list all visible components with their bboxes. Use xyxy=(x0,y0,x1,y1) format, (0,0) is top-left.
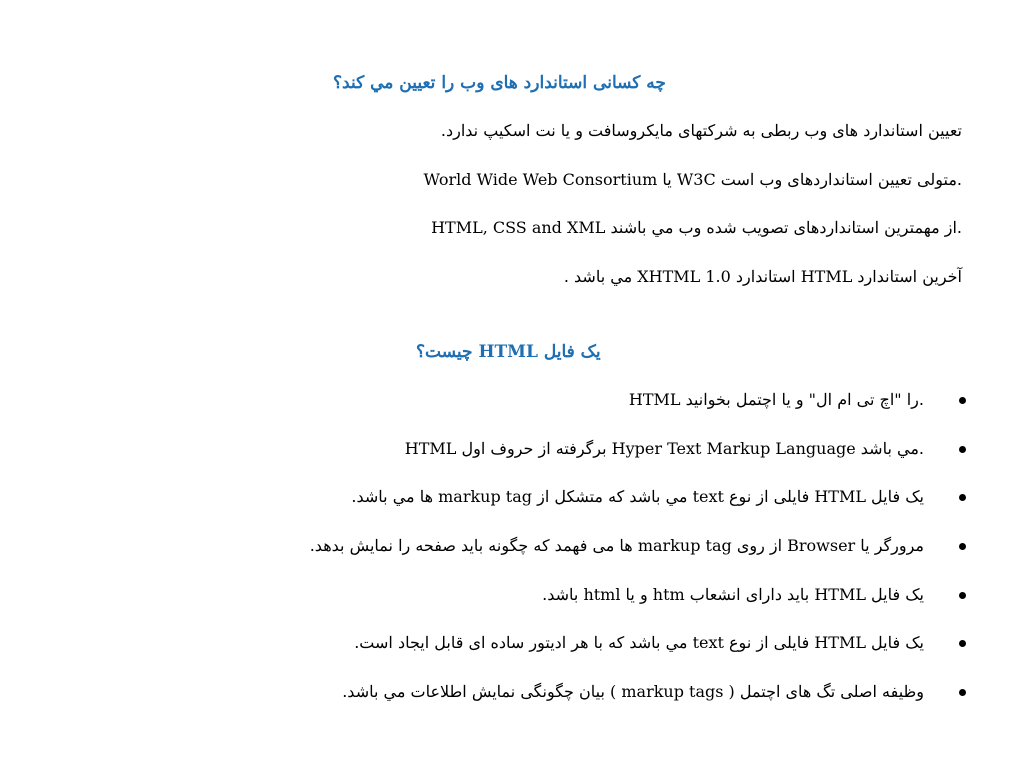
bullet-dot xyxy=(959,592,966,599)
list-item: یک فایل HTML فایلی از نوع text مي باشد که با هر ادیتور ساده ای قابل ایجاد است. xyxy=(354,633,924,652)
bullet-dot xyxy=(959,494,966,501)
bullet-dot xyxy=(959,397,966,404)
section-heading-what-is-html: یک فایل HTML چیست؟ xyxy=(416,342,601,362)
list-item: وظیفه اصلی تگ های اچتمل ( markup tags ) بیان چگونگی نمایش اطلاعات مي باشد. xyxy=(342,682,924,701)
bullet-dot xyxy=(959,446,966,453)
paragraph-line-1: تعیین استاندارد های وب ربطی به شرکتهای مایکروسافت و یا نت اسکیپ ندارد. xyxy=(440,121,962,140)
paragraph-line-2: World Wide Web Consortium یا W3C متولی تعیین استانداردهای وب است. xyxy=(423,170,962,189)
list-item: یک فایل HTML فایلی از نوع text مي باشد که متشکل از markup tag ها مي باشد. xyxy=(351,487,924,506)
bullet-dot xyxy=(959,640,966,647)
paragraph-line-4: آخرین استاندارد HTML استاندارد XHTML 1.0 مي باشد . xyxy=(563,267,962,286)
bullet-dot xyxy=(959,689,966,696)
list-item: یک فایل HTML باید دارای انشعاب htm و یا html باشد. xyxy=(542,585,924,604)
list-item: مرورگر یا Browser از روی markup tag ها می فهمد که چگونه باید صفحه را نمایش بدهد. xyxy=(309,536,924,555)
section-heading-web-standards: چه کسانی استاندارد های وب را تعيين مي کند؟ xyxy=(333,73,666,93)
paragraph-line-3: HTML, CSS and XML از مهمترین استانداردهای تصویب شده وب مي باشند. xyxy=(431,218,962,237)
bullet-dot xyxy=(959,543,966,550)
list-item: HTML را "اچ تی ام ال" و یا اچتمل بخوانید. xyxy=(628,390,924,409)
list-item: HTML برگرفته از حروف اول Hyper Text Markup Language مي باشد. xyxy=(404,439,924,458)
